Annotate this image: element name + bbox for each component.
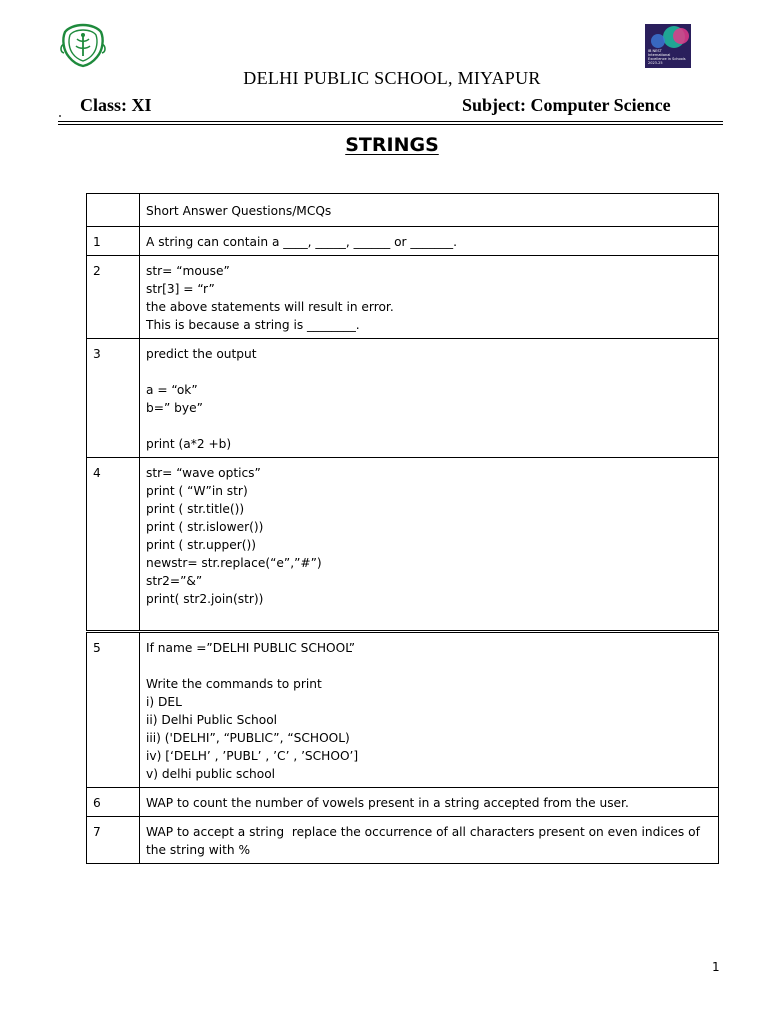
header-number-cell: [87, 194, 140, 227]
table-row: [87, 256, 719, 339]
question-text: [140, 256, 719, 339]
question-line: predict the output: [146, 347, 257, 361]
header-rule-second: [58, 124, 723, 125]
question-line: newstr= str.replace(“e”,”#”): [146, 556, 322, 570]
question-text: [140, 817, 719, 864]
question-text: [140, 227, 719, 256]
question-text: [140, 339, 719, 458]
class-label: Class: XI: [80, 95, 152, 115]
question-number: 1: [87, 227, 140, 256]
question-number: 3: [87, 339, 140, 458]
question-line: print ( str.upper()): [146, 538, 257, 552]
question-line: print (a*2 +b): [146, 437, 232, 451]
question-number: 4: [87, 458, 140, 632]
question-line: [146, 657, 712, 675]
question-text: [140, 632, 719, 788]
question-number: 7: [87, 817, 140, 864]
question-line: i) DEL: [146, 695, 182, 709]
question-line: b=” bye”: [146, 401, 203, 415]
page-title: STRINGS: [345, 134, 439, 156]
table-row: [87, 458, 719, 632]
question-line: the string with %: [146, 843, 251, 857]
question-line: A string can contain a ____, _____, ______ or _______.: [146, 235, 457, 249]
question-line: str[3] = “r”: [146, 282, 215, 296]
question-line: str2=”&”: [146, 574, 203, 588]
stray-dot: [59, 115, 61, 117]
question-line: [146, 363, 712, 381]
question-line: WAP to accept a string replace the occurrence of all characters present on even indices of: [146, 825, 700, 839]
header-title-cell: Short Answer Questions/MCQs: [140, 194, 719, 227]
questions-table: [86, 193, 719, 864]
subject-label: Subject: Computer Science: [462, 95, 671, 115]
question-text: [140, 458, 719, 632]
question-line: [146, 417, 712, 435]
table-row: [87, 227, 719, 256]
school-name: DELHI PUBLIC SCHOOL, MIYAPUR: [243, 68, 541, 88]
question-line: print ( str.islower()): [146, 520, 264, 534]
question-number: 2: [87, 256, 140, 339]
question-line: Write the commands to print: [146, 677, 322, 691]
question-line: the above statements will result in error.: [146, 300, 394, 314]
header-rule: [58, 121, 723, 122]
question-line: WAP to count the number of vowels present in a string accepted from the user.: [146, 796, 629, 810]
question-line: print ( str.title()): [146, 502, 245, 516]
table-row: [87, 339, 719, 458]
page-number: 1: [712, 960, 720, 974]
table-row: [87, 817, 719, 864]
question-line: iii) ('DELHI”, “PUBLIC”, “SCHOOL): [146, 731, 350, 745]
question-line: This is because a string is ________.: [146, 318, 360, 332]
table-row: [87, 788, 719, 817]
question-number: 5: [87, 632, 140, 788]
question-line: str= “mouse”: [146, 264, 230, 278]
badge-text: IB NEST International Excellence in Schools 2023-25: [648, 49, 686, 65]
question-line: ii) Delhi Public School: [146, 713, 278, 727]
question-line: str= “wave optics”: [146, 466, 261, 480]
question-line: a = “ok”: [146, 383, 198, 397]
question-line: v) delhi public school: [146, 767, 276, 781]
question-line: iv) [‘DELH’ , ’PUBL’ , ’C’ , ’SCHOO’]: [146, 749, 359, 763]
accreditation-badge-logo: [645, 24, 691, 68]
school-emblem-logo: [58, 22, 108, 68]
table-row: [87, 632, 719, 788]
question-text: [140, 788, 719, 817]
question-number: 6: [87, 788, 140, 817]
question-line: print ( “W”in str): [146, 484, 248, 498]
question-line: print( str2.join(str)): [146, 592, 264, 606]
question-line: [146, 608, 712, 626]
table-header-row: [87, 194, 719, 227]
question-line: If name =”DELHI PUBLIC SCHOOL”: [146, 641, 356, 655]
